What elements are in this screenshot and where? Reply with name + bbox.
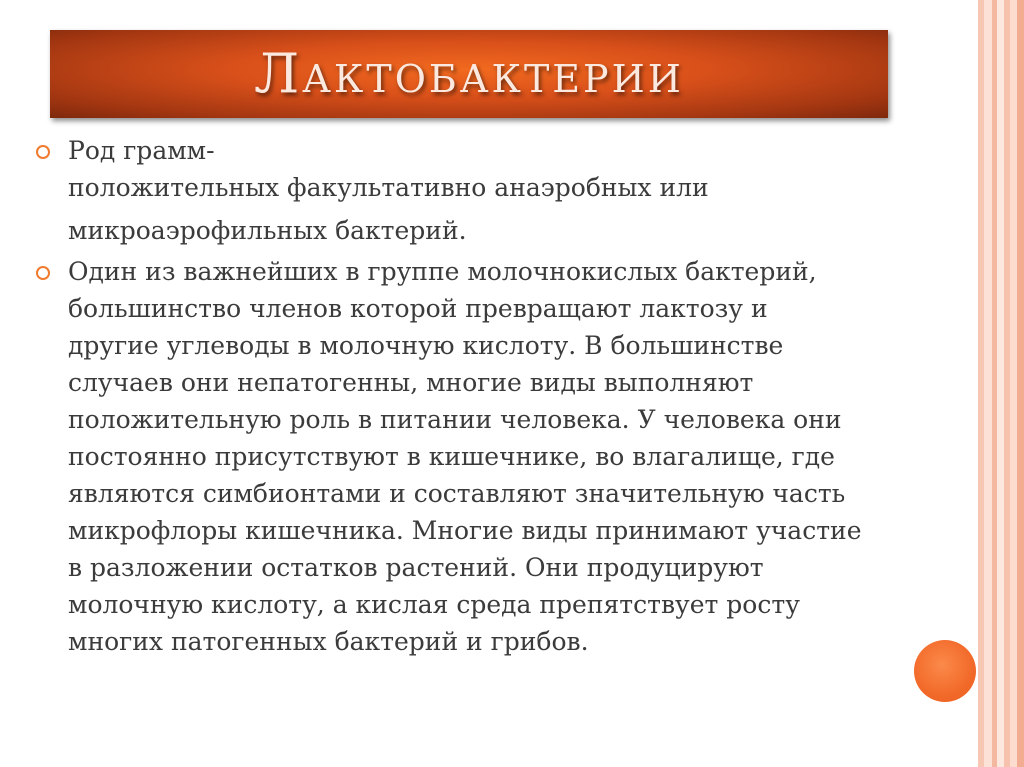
slide-title: Лактобактерии xyxy=(254,42,684,105)
title-banner xyxy=(50,30,888,118)
decorative-circle xyxy=(914,640,976,702)
bullet-line: другие углеводы в молочную кислоту. В большинстве xyxy=(68,331,784,360)
bullet-line: микрофлоры кишечника. Многие виды принимают участие xyxy=(68,516,862,545)
bullet-line: многих патогенных бактерий и грибов. xyxy=(68,627,589,656)
bullet-circle-icon xyxy=(36,145,50,159)
bullet-line: микроаэрофильных бактерий. xyxy=(68,216,467,245)
bullet-circle-icon xyxy=(36,266,50,280)
bullet-line: случаев они непатогенны, многие виды выполняют xyxy=(68,368,754,397)
bullet-line: Род грамм- xyxy=(68,136,215,165)
bullet-line: молочную кислоту, а кислая среда препятствует росту xyxy=(68,590,800,619)
bullet-line: большинство членов которой превращают лактозу и xyxy=(68,294,768,323)
bullet-line: в разложении остатков растений. Они продуцируют xyxy=(68,553,764,582)
bullet-list xyxy=(36,132,956,664)
bullet-item-2 xyxy=(36,253,956,660)
bullet-line: положительных факультативно анаэробных или xyxy=(68,173,709,202)
bullet-line: Один из важнейших в группе молочнокислых бактерий, xyxy=(68,257,817,286)
bullet-line: положительную роль в питании человека. У человека они xyxy=(68,405,842,434)
decorative-stripes xyxy=(970,0,1024,767)
bullet-line: постоянно присутствуют в кишечнике, во влагалище, где xyxy=(68,442,835,471)
bullet-item-1 xyxy=(36,132,956,249)
bullet-line: являются симбионтами и составляют значительную часть xyxy=(68,479,846,508)
